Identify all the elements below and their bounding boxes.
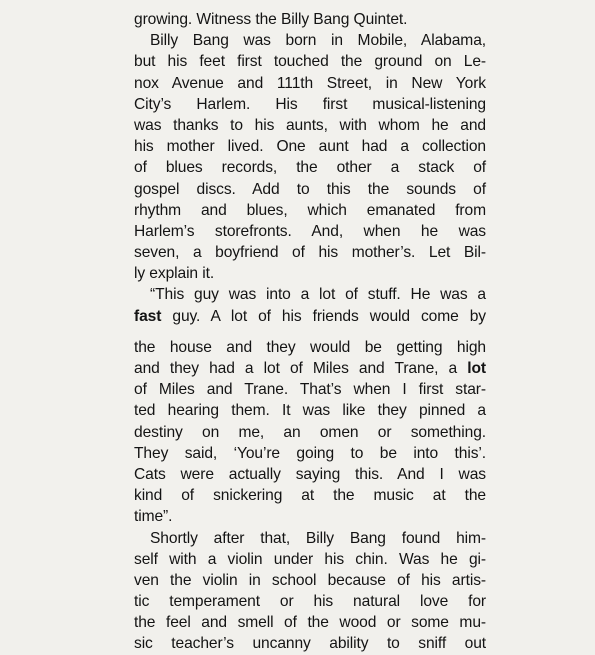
bold-emphasis: lot	[467, 360, 486, 377]
text-line: destiny on me, an omen or something.	[134, 423, 486, 441]
text-line	[134, 306, 486, 327]
text-line: was thanks to his aunts, with whom he and	[134, 116, 486, 134]
text-line: Billy Bang was born in Mobile, Alabama,	[150, 32, 486, 50]
text-line: nox Avenue and 111th Street, in New York	[134, 74, 486, 92]
text-line: Harlem’s storefronts. And, when he was	[134, 222, 486, 240]
text-line: the house and they would be getting high	[134, 338, 486, 356]
text-line: but his feet first touched the ground on Le-	[134, 53, 486, 71]
text-column	[134, 9, 486, 655]
text-line: self with a violin under his chin. Was he gi-	[134, 550, 486, 568]
text-line: “This guy was into a lot of stuff. He was a	[150, 286, 486, 304]
text-segment: guy. A lot of his friends would come by	[161, 307, 486, 325]
text-line: rhythm and blues, which emanated from	[134, 201, 486, 219]
text-line: ven the violin in school because of his artis-	[134, 571, 486, 589]
text-line: sic teacher’s uncanny ability to sniff out	[134, 635, 486, 653]
text-line: Shortly after that, Billy Bang found him-	[150, 529, 486, 547]
text-line: kind of snickering at the music at the	[134, 487, 486, 505]
text-line: tic temperament or his natural love for	[134, 593, 486, 611]
text-line	[134, 358, 486, 379]
text-line: gospel discs. Add to this the sounds of	[134, 180, 486, 198]
text-line: ly explain it.	[134, 265, 215, 283]
text-line: seven, a boyfriend of his mother’s. Let Bil-	[134, 244, 486, 262]
text-line: of Miles and Trane. That’s when I first star-	[134, 381, 486, 399]
text-line: ted hearing them. It was like they pinned a	[134, 402, 486, 420]
text-line: time”.	[134, 508, 173, 526]
text-line: the feel and smell of the wood or some mu-	[134, 614, 486, 632]
text-line: City’s Harlem. His first musical-listening	[134, 95, 486, 113]
text-line: They said, ‘You’re going to be into this’.	[134, 444, 486, 462]
text-line: of blues records, the other a stack of	[134, 159, 486, 177]
text-segment: and they had a lot of Miles and Trane, a	[134, 360, 468, 377]
text-line: Cats were actually saying this. And I was	[134, 465, 486, 483]
bold-emphasis: fast	[134, 307, 162, 325]
text-line: growing. Witness the Billy Bang Quintet.	[134, 11, 408, 28]
text-line: his mother lived. One aunt had a collection	[134, 138, 486, 156]
paragraph-gap	[134, 327, 486, 337]
